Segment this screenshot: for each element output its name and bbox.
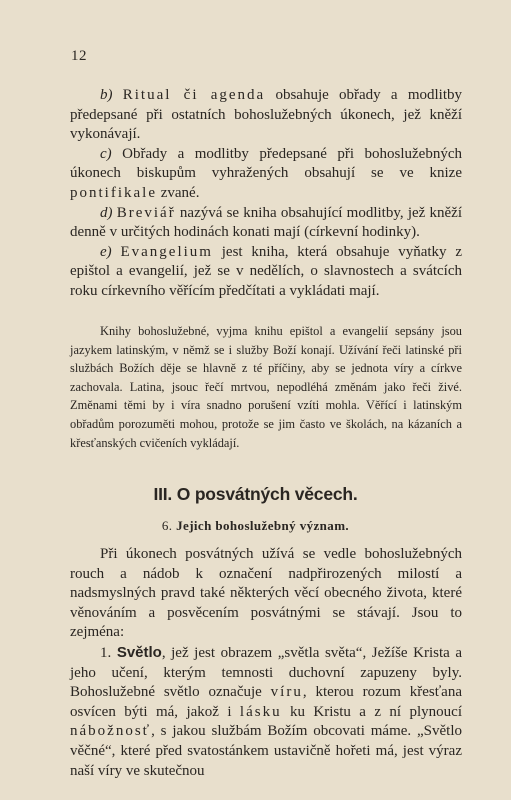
item-light-number: 1. (100, 644, 112, 661)
subsection-title: Jejich bohoslužebný význam. (176, 518, 350, 533)
item-d-text: nazývá se kniha obsahující modlitby, jež kněží denně v určitých hodinách konati mají (církevní hodinky). (70, 204, 462, 241)
subsection-number: 6. (161, 518, 173, 533)
item-e-text: jest kniha, která obsahuje vyňatky z epištol a evangelií, jež se v nedělích, o slavnostech a svátcích roku církevního věřícím předčítati a vykládati mají. (70, 243, 463, 299)
term-love: lásku (239, 703, 282, 720)
item-light-text-d: , s jakou službám Božím obcovati máme. „Světlo věčné“, které před svatostánkem ustavičně hořeti má, jest výraz naší víry ve skutečnou (70, 723, 462, 779)
item-light-text-b: , kterou rozum křesťana osvícen býti má, jakož i (70, 684, 462, 720)
item-d-label: d) (100, 204, 113, 221)
section-heading: III. O posvátných věcech. (153, 484, 358, 504)
item-light (70, 643, 462, 781)
page-number: 12 (71, 48, 87, 64)
term-devotion: nábožnosť (70, 723, 152, 740)
subsection-heading (0, 518, 511, 534)
sacred-things-text (70, 545, 462, 781)
item-b (70, 86, 462, 145)
item-b-term: Ritual či agenda (122, 87, 266, 103)
item-b-label: b) (100, 87, 113, 103)
item-e-label: e) (100, 243, 112, 260)
item-b-text: obsahuje obřady a modlitby předepsané při ostatních bohoslužebných úkonech, jež kněží vykonávají. (70, 87, 463, 143)
latin-language-note (70, 322, 462, 452)
term-faith: víru (270, 684, 303, 701)
item-light-text-c: ku Kristu a z ní plynoucí (281, 703, 462, 720)
item-light-term: Světlo (116, 643, 162, 661)
item-e-term: Evangelium (120, 243, 213, 260)
latin-note-paragraph: Knihy bohoslužebné, vyjma knihu epištol a evangelií sepsány jsou jazykem latinským, v němž se i služby Boží konají. Užívání řeči latinské při službách Božích děje se hlavně z té příčiny, aby se jednota víry a církve zachovala. Latina, jsouc řečí mrtvou, nepodléhá změnám jako řeči živé. Změnami těmi by i víra snadno porušení vzíti mohla. Věřící i latinským obřadům porozuměti mohou, protože se jim často ve školách, na kázaních a křesťanských cvičeních vykládají. (70, 324, 462, 450)
item-e (70, 243, 462, 302)
item-c-term: pontifikale (70, 184, 157, 201)
item-c-label: c) (100, 145, 112, 162)
item-c (70, 145, 462, 204)
intro-paragraph: Při úkonech posvátných užívá se vedle bohoslužebných rouch a nádob k označení nadpřirozených milostí a nadsmyslných pravd také některých věcí obecného života, které věnováním a posvěcením posvátnými se stávají. Jsou to zejména: (70, 546, 462, 641)
item-c-end: zvané. (156, 184, 200, 201)
item-c-text: Obřady a modlitby předepsané při bohoslužebných úkonech biskupům vyhražených obsahují se ve knize (70, 145, 462, 182)
item-light-text-a: , jež jest obrazem „světla světa“, Ježíše Krista a jeho učení, kterým temnosti duchovní zapuzeny byly. Bohoslužebné světlo označuje (70, 644, 463, 701)
item-d-term: Breviář (116, 204, 176, 221)
liturgical-books-list (70, 86, 462, 302)
item-d (70, 204, 462, 243)
